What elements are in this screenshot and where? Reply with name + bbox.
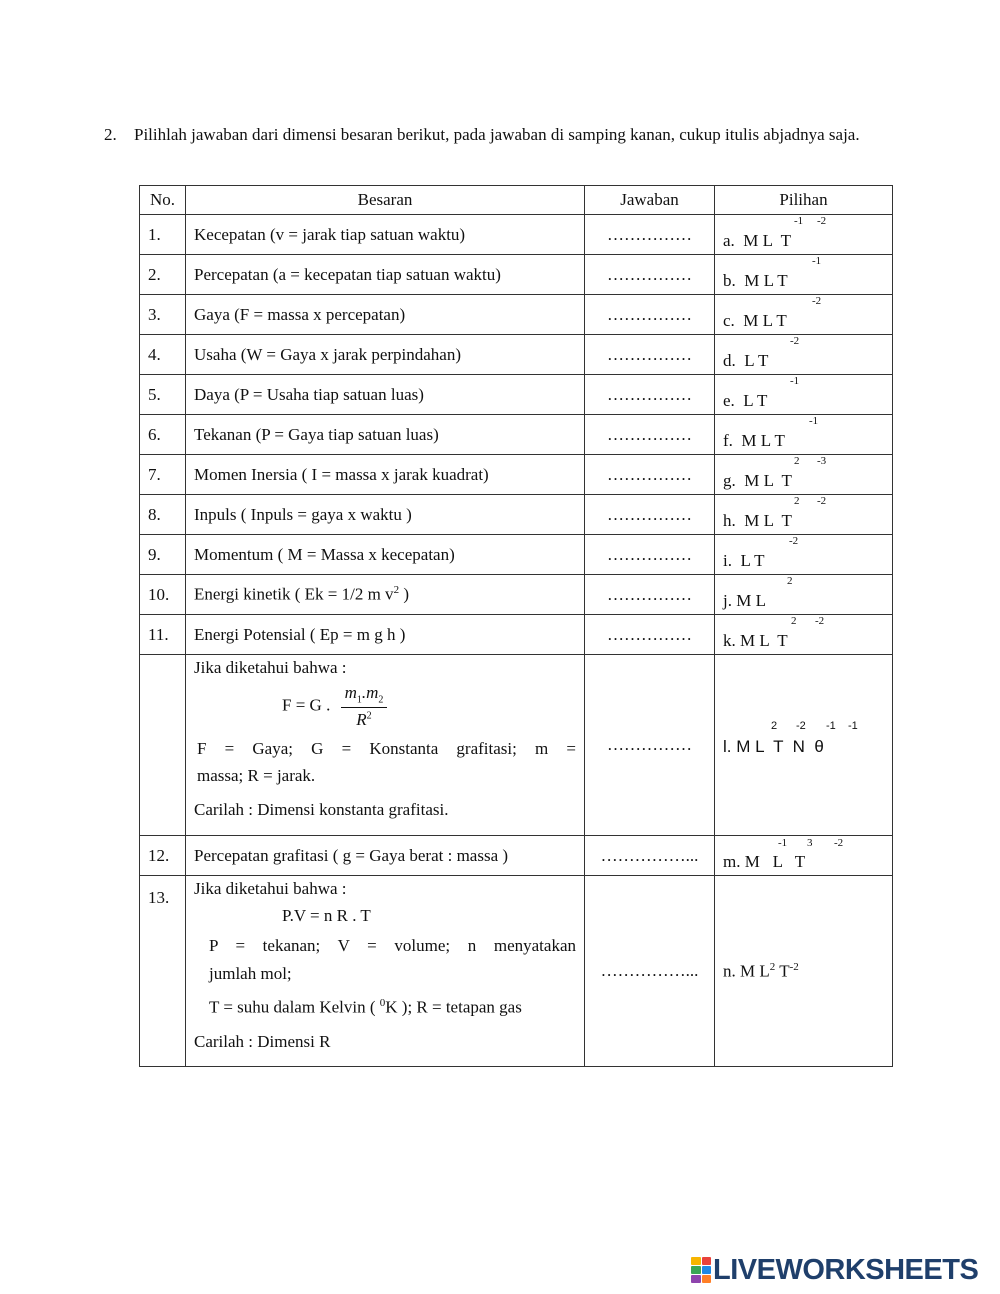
row-besaran: [186, 335, 585, 375]
option-k-base: k. M L T: [723, 630, 788, 650]
row-no: 2.: [140, 255, 186, 295]
row13-intro: Jika diketahui bahwa :: [194, 879, 347, 898]
row-jawaban[interactable]: ……………: [585, 295, 715, 335]
table-row: [140, 535, 893, 575]
liveworksheets-logo-icon: [691, 1257, 711, 1283]
row13-formula: P.V = n R . T: [282, 906, 371, 925]
option-l-sup-2: -2: [796, 720, 806, 732]
gravity-intro: Jika diketahui bahwa :: [194, 658, 347, 677]
liveworksheets-brand: LIVEWORKSHEETS: [713, 1253, 979, 1286]
row-jawaban-12[interactable]: ……………...: [585, 836, 715, 876]
table-row: [140, 415, 893, 455]
dimension-table: [139, 185, 893, 1067]
row-jawaban[interactable]: ……………: [585, 615, 715, 655]
row13-legend-3: [194, 988, 576, 1023]
gravity-ask: Carilah : Dimensi konstanta grafitasi.: [194, 800, 449, 820]
gravity-legend-1: F = Gaya; G = Konstanta grafitasi; m =: [197, 739, 576, 759]
table-row: [140, 375, 893, 415]
besaran-text: Energi kinetik ( Ek = 1/2 m v: [194, 584, 394, 604]
row13-legend-3b: K ); R = tetapan gas: [385, 997, 522, 1017]
row-jawaban[interactable]: ……………: [585, 415, 715, 455]
option-l-sup-1: 2: [771, 720, 778, 732]
header-no: No.: [140, 186, 186, 215]
fraction-r: R: [356, 710, 367, 730]
option-h-base: h. M L T: [723, 510, 792, 530]
gravity-jawaban[interactable]: ……………: [585, 655, 715, 836]
row-no-13: 13.: [140, 876, 186, 1067]
table-row: [140, 455, 893, 495]
row13-besaran: [186, 876, 585, 1067]
table-row: [140, 255, 893, 295]
option-e-base: e. L T: [723, 390, 768, 410]
table-row-13: [140, 876, 893, 1067]
row13-legend-2: jumlah mol;: [209, 964, 292, 983]
fraction-sub2: 2: [378, 694, 384, 706]
option-k-sup: 2: [791, 615, 797, 627]
table-header-row: [140, 186, 893, 215]
gravity-formula-lhs: F = G .: [282, 695, 331, 715]
table-row-12: [140, 836, 893, 876]
row-jawaban[interactable]: ……………: [585, 255, 715, 295]
option-m: [715, 836, 893, 876]
logo-square: [702, 1275, 712, 1283]
besaran-text: Inpuls ( Inpuls = gaya x waktu ): [194, 504, 412, 524]
besaran-after: ): [399, 584, 409, 604]
row-besaran: [186, 215, 585, 255]
option-j-base: j. M L: [723, 590, 766, 610]
table-row-gravity: [140, 655, 893, 836]
besaran-text: Kecepatan (v = jarak tiap satuan waktu): [194, 224, 466, 244]
besaran-text: Energi Potensial ( Ep = m g h ): [194, 624, 406, 644]
liveworksheets-logo: [691, 1255, 991, 1285]
row-jawaban-13[interactable]: ……………...: [585, 876, 715, 1067]
option-j-sup: 2: [787, 575, 793, 587]
fraction-m2: .m: [361, 683, 379, 702]
option-c-base: c. M L T: [723, 310, 787, 330]
option-b: [715, 255, 893, 295]
row13-ask: Carilah : Dimensi R: [194, 1031, 331, 1051]
row-jawaban[interactable]: ……………: [585, 535, 715, 575]
option-f: [715, 415, 893, 455]
option-k-sup: -2: [815, 615, 825, 627]
option-c: [715, 295, 893, 335]
besaran-text: Daya (P = Usaha tiap satuan luas): [194, 384, 424, 404]
question-text: Pilihlah jawaban dari dimensi besaran berikut, pada jawaban di samping kanan, cukup itulis abjadnya saja.: [134, 125, 860, 144]
logo-square: [691, 1257, 701, 1265]
row-jawaban[interactable]: ……………: [585, 495, 715, 535]
row13-degree-sup: 0: [379, 997, 386, 1009]
option-i: [715, 535, 893, 575]
row-no: 1.: [140, 215, 186, 255]
fraction-sub1: 1: [356, 694, 362, 706]
row-besaran: [186, 415, 585, 455]
option-h: [715, 495, 893, 535]
row-no: 3.: [140, 295, 186, 335]
row-besaran: [186, 535, 585, 575]
option-d-sup: -2: [790, 335, 800, 347]
option-b-base: b. M L T: [723, 270, 788, 290]
row-no-gravity: [140, 655, 186, 836]
fraction-m1: m: [344, 683, 357, 702]
table-row: [140, 575, 893, 615]
option-l-sup-4: -1: [848, 720, 858, 732]
option-m-sup-2: 3: [807, 837, 813, 849]
row-no: 11.: [140, 615, 186, 655]
header-pilihan: Pilihan: [715, 186, 893, 215]
gravity-fraction: [341, 683, 388, 730]
row-besaran-12: Percepatan grafitasi ( g = Gaya berat : massa ): [186, 836, 585, 876]
option-a-base: a. M L T: [723, 230, 791, 250]
option-m-base: m. M L T: [723, 851, 806, 871]
row-jawaban[interactable]: ……………: [585, 455, 715, 495]
row-jawaban[interactable]: ……………: [585, 335, 715, 375]
besaran-sup: 2: [393, 584, 400, 597]
option-f-sup: -1: [809, 415, 819, 427]
row-no: 9.: [140, 535, 186, 575]
header-besaran: Besaran: [186, 186, 585, 215]
option-g: [715, 455, 893, 495]
row-no: 7.: [140, 455, 186, 495]
row-besaran: [186, 495, 585, 535]
option-l-base: l. M L T N θ: [723, 737, 824, 756]
logo-square: [702, 1266, 712, 1274]
row13-legend-1: P = tekanan; V = volume; n menyatakan: [209, 936, 576, 955]
row-besaran: [186, 375, 585, 415]
table-row: [140, 335, 893, 375]
question-number: 2.: [104, 125, 117, 144]
option-j: [715, 575, 893, 615]
row-jawaban[interactable]: ……………: [585, 575, 715, 615]
logo-square: [691, 1266, 701, 1274]
row-no: 5.: [140, 375, 186, 415]
besaran-text: Momentum ( M = Massa x kecepatan): [194, 544, 455, 564]
row-no: 4.: [140, 335, 186, 375]
row-jawaban[interactable]: ……………: [585, 215, 715, 255]
option-d: [715, 335, 893, 375]
row-no: 8.: [140, 495, 186, 535]
option-n-a: n. M L: [723, 961, 770, 981]
option-k: [715, 615, 893, 655]
option-l-sup-3: -1: [826, 720, 836, 732]
besaran-text: Momen Inersia ( I = massa x jarak kuadrat): [194, 464, 489, 484]
option-g-sup: -3: [817, 455, 827, 467]
option-i-base: i. L T: [723, 550, 765, 570]
logo-square: [691, 1275, 701, 1283]
option-a-sup: -1: [794, 215, 804, 227]
option-h-sup: -2: [817, 495, 827, 507]
option-i-sup: -2: [789, 535, 799, 547]
option-m-sup-3: -2: [834, 837, 844, 849]
option-b-sup: -1: [812, 255, 822, 267]
row-no: 6.: [140, 415, 186, 455]
gravity-besaran: [186, 655, 585, 836]
option-e-sup: -1: [790, 375, 800, 387]
row13-legend-3a: T = suhu dalam Kelvin (: [209, 997, 380, 1017]
besaran-text: Gaya (F = massa x percepatan): [194, 304, 406, 324]
option-n: [715, 876, 893, 1067]
option-n-b: T: [775, 961, 790, 981]
option-n-sup-1: 2: [769, 960, 776, 973]
besaran-text: Usaha (W = Gaya x jarak perpindahan): [194, 344, 461, 364]
gravity-legend-2: massa; R = jarak.: [197, 766, 316, 786]
row-besaran: [186, 615, 585, 655]
header-jawaban: Jawaban: [585, 186, 715, 215]
option-f-base: f. M L T: [723, 430, 785, 450]
option-a-sup: -2: [817, 215, 827, 227]
row-besaran: [186, 575, 585, 615]
option-a: [715, 215, 893, 255]
option-h-sup: 2: [794, 495, 800, 507]
option-d-base: d. L T: [723, 350, 769, 370]
gravity-formula: [194, 683, 576, 730]
option-m-sup-1: -1: [778, 837, 788, 849]
row-besaran: [186, 295, 585, 335]
besaran-text: Tekanan (P = Gaya tiap satuan luas): [194, 424, 439, 444]
row-jawaban[interactable]: ……………: [585, 375, 715, 415]
option-e: [715, 375, 893, 415]
fraction-r-sup: 2: [366, 710, 372, 722]
row-besaran: [186, 255, 585, 295]
option-c-sup: -2: [812, 295, 822, 307]
row-no: 10.: [140, 575, 186, 615]
table-row: [140, 615, 893, 655]
besaran-text: Percepatan (a = kecepatan tiap satuan waktu): [194, 264, 501, 284]
option-g-base: g. M L T: [723, 470, 792, 490]
table-row: [140, 215, 893, 255]
option-g-sup: 2: [794, 455, 800, 467]
row-besaran: [186, 455, 585, 495]
option-l: [715, 655, 893, 836]
table-row: [140, 495, 893, 535]
option-n-sup-2: -2: [789, 960, 799, 973]
row-no-12: 12.: [140, 836, 186, 876]
table-row: [140, 295, 893, 335]
logo-square: [702, 1257, 712, 1265]
